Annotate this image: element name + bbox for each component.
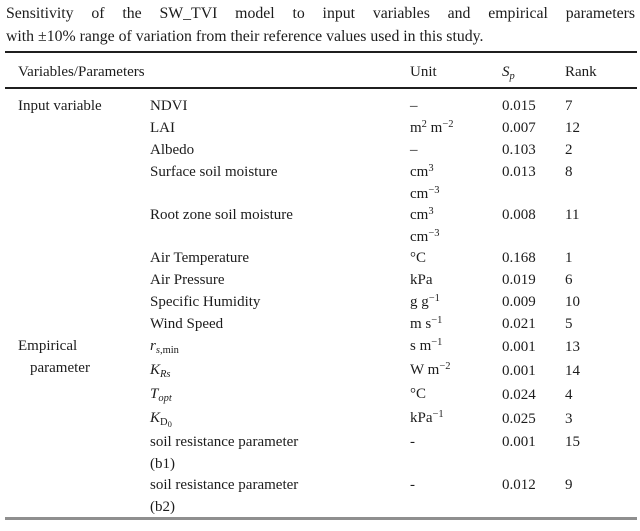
cell-sp: 0.013	[502, 164, 536, 180]
text-line: m $s^{-1}$	[410, 315, 443, 332]
text-line: soil resistance parameter	[150, 477, 299, 493]
table-row	[5, 139, 637, 161]
text-line: (b2)	[150, 499, 175, 515]
text-line: NDVI	[150, 98, 188, 114]
cell-rank: 10	[565, 294, 580, 310]
text-line: Air Pressure	[150, 272, 225, 288]
cell-unit	[410, 359, 502, 383]
text-line: $cm^3$	[410, 163, 434, 180]
text-line: -	[410, 434, 415, 450]
text-line: soil resistance parameter	[150, 434, 299, 450]
cell-sp: 0.008	[502, 207, 536, 223]
cell-unit	[410, 204, 502, 247]
cell-unit	[410, 139, 502, 161]
cell-unit	[410, 407, 502, 431]
cell-group	[5, 474, 150, 517]
cell-unit	[410, 335, 502, 359]
table-row	[5, 313, 637, 335]
cell-rank: 3	[565, 411, 573, 427]
text-line: g $g^{-1}$	[410, 293, 440, 310]
table-row	[5, 269, 637, 291]
table-rows-container	[5, 95, 637, 517]
table-caption	[6, 3, 635, 48]
cell-unit	[410, 117, 502, 139]
text-line: $K_{D0}$	[150, 410, 172, 429]
cell-sp: 0.007	[502, 120, 536, 136]
table-row	[5, 117, 637, 139]
cell-group	[5, 291, 150, 313]
cell-sp: 0.025	[502, 411, 536, 427]
cell-sp: 0.024	[502, 387, 536, 403]
header-variables-parameters: Variables/Parameters	[18, 64, 145, 80]
cell-rank: 14	[565, 363, 580, 379]
table-row	[5, 247, 637, 269]
cell-name	[150, 117, 410, 139]
text-line: Wind Speed	[150, 316, 224, 332]
text-line: kPa	[410, 272, 433, 288]
cell-group	[5, 117, 150, 139]
cell-name	[150, 407, 410, 431]
cell-rank: 12	[565, 120, 580, 136]
cell-name	[150, 313, 410, 335]
cell-name	[150, 291, 410, 313]
cell-sp: 0.168	[502, 250, 536, 266]
text-line: °C	[410, 386, 427, 402]
table-row	[5, 474, 637, 517]
text-line: –	[410, 98, 418, 114]
text-line: °C	[410, 250, 427, 266]
cell-rank: 2	[565, 142, 573, 158]
text-line: parameter	[30, 360, 90, 376]
cell-unit	[410, 291, 502, 313]
cell-group	[5, 269, 150, 291]
top-rule	[5, 51, 637, 53]
text-line: Root zone soil moisture	[150, 207, 293, 223]
cell-unit	[410, 313, 502, 335]
text-line: $cm^{-3}$	[410, 185, 440, 202]
cell-name	[150, 247, 410, 269]
cell-group	[5, 359, 150, 383]
caption-line-2: with ±10% range of variation from their reference values used in this study.	[6, 27, 484, 45]
text-line: $K_{Rs}$	[150, 362, 171, 380]
table-row	[5, 161, 637, 204]
cell-unit	[410, 269, 502, 291]
text-line: Albedo	[150, 142, 195, 158]
cell-unit	[410, 383, 502, 407]
cell-name	[150, 474, 410, 517]
table-row	[5, 204, 637, 247]
cell-name	[150, 359, 410, 383]
table-header-row	[5, 58, 637, 87]
header-rank: Rank	[565, 64, 597, 80]
cell-group	[5, 95, 150, 117]
table-row	[5, 359, 637, 383]
text-line: –	[410, 142, 418, 158]
text-line: Air Temperature	[150, 250, 250, 266]
cell-rank: 9	[565, 477, 573, 493]
cell-sp: 0.021	[502, 316, 536, 332]
cell-rank: 4	[565, 387, 573, 403]
text-line: s $m^{-1}$	[410, 337, 443, 354]
text-line: $r_{s,min}$	[150, 338, 179, 356]
table-row	[5, 431, 637, 474]
cell-group	[5, 313, 150, 335]
cell-name	[150, 431, 410, 474]
cell-rank: 8	[565, 164, 573, 180]
cell-rank: 15	[565, 434, 580, 450]
table-row	[5, 407, 637, 431]
cell-group	[5, 161, 150, 204]
text-line: Specific Humidity	[150, 294, 261, 310]
cell-sp: 0.001	[502, 434, 536, 450]
cell-group	[5, 247, 150, 269]
text-line: Input variable	[18, 98, 102, 114]
cell-sp: 0.103	[502, 142, 536, 158]
cell-unit	[410, 95, 502, 117]
header-rule	[5, 87, 637, 89]
cell-sp: 0.001	[502, 339, 536, 355]
text-line: LAI	[150, 120, 175, 136]
text-line: $m^2$ $m^{-2}$	[410, 119, 454, 136]
text-line: -	[410, 477, 415, 493]
table-row	[5, 291, 637, 313]
text-line: Empirical	[18, 338, 78, 354]
header-sp: $S_p$	[502, 64, 515, 82]
caption-line-1: Sensitivity of the SW_TVI model to input variables and empirical parameters	[6, 5, 635, 22]
cell-group	[5, 383, 150, 407]
text-line: W $m^{-2}$	[410, 361, 451, 378]
cell-rank: 13	[565, 339, 580, 355]
cell-rank: 7	[565, 98, 573, 114]
cell-name	[150, 139, 410, 161]
cell-name	[150, 269, 410, 291]
table-body	[5, 95, 637, 520]
cell-unit	[410, 431, 502, 474]
text-line: $cm^3$	[410, 206, 434, 223]
cell-sp: 0.001	[502, 363, 536, 379]
header-unit: Unit	[410, 64, 437, 80]
cell-rank: 5	[565, 316, 573, 332]
cell-group	[5, 139, 150, 161]
cell-name	[150, 383, 410, 407]
text-line: Surface soil moisture	[150, 164, 278, 180]
cell-group	[5, 407, 150, 431]
cell-group	[5, 335, 150, 376]
text-line: (b1)	[150, 456, 175, 472]
cell-name	[150, 95, 410, 117]
cell-name	[150, 204, 410, 247]
cell-sp: 0.019	[502, 272, 536, 288]
cell-rank: 6	[565, 272, 573, 288]
table-row	[5, 383, 637, 407]
cell-name	[150, 161, 410, 204]
cell-sp: 0.012	[502, 477, 536, 493]
text-line: kPa$^{-1}$	[410, 409, 444, 426]
cell-group	[5, 431, 150, 474]
cell-unit	[410, 161, 502, 204]
cell-unit	[410, 247, 502, 269]
cell-group	[5, 204, 150, 247]
cell-sp: 0.009	[502, 294, 536, 310]
cell-unit	[410, 474, 502, 517]
cell-name	[150, 335, 410, 359]
text-line: $cm^{-3}$	[410, 228, 440, 245]
table-row	[5, 95, 637, 117]
text-line: $T_{opt}$	[150, 386, 172, 404]
cell-sp: 0.015	[502, 98, 536, 114]
cell-rank: 11	[565, 207, 580, 223]
cell-rank: 1	[565, 250, 573, 266]
